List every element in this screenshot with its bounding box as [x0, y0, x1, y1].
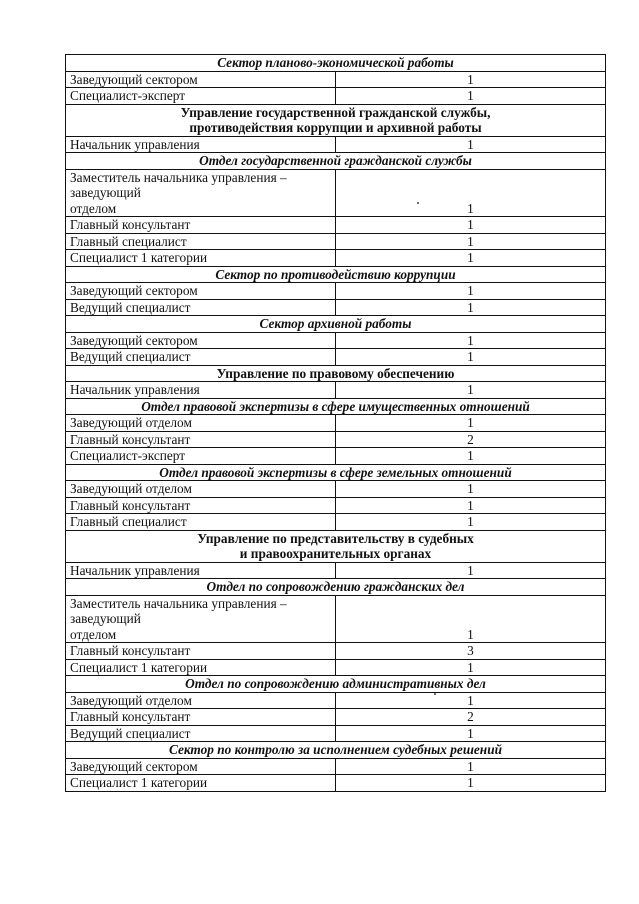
position-name-cell: Специалист-эксперт — [66, 448, 336, 465]
section-header-row — [66, 55, 606, 72]
table-row — [66, 692, 606, 709]
position-name-cell: Главный консультант — [66, 431, 336, 448]
position-name-cell: Начальник управления — [66, 136, 336, 153]
table-row — [66, 217, 606, 234]
table-row — [66, 497, 606, 514]
section-header-row — [66, 676, 606, 693]
scan-speck — [417, 202, 419, 204]
table-row — [66, 643, 606, 660]
table-row — [66, 283, 606, 300]
position-count-cell: 1 — [336, 659, 606, 676]
section-title: Сектор архивной работы — [66, 316, 606, 333]
section-title: Отдел правовой экспертизы в сфере земельных отношений — [66, 464, 606, 481]
position-count-cell: 1 — [336, 595, 606, 643]
table-row — [66, 431, 606, 448]
position-count-cell: 2 — [336, 431, 606, 448]
section-header-row — [66, 153, 606, 170]
section-title: Сектор по контролю за исполнением судебных решений — [66, 742, 606, 759]
position-name-cell: Главный специалист — [66, 514, 336, 531]
table-row — [66, 71, 606, 88]
position-name-cell: Главный специалист — [66, 233, 336, 250]
table-row — [66, 250, 606, 267]
position-count-cell: 1 — [336, 725, 606, 742]
position-name-cell: Специалист 1 категории — [66, 250, 336, 267]
position-name-cell: Заместитель начальника управления – заведующий отделом — [66, 169, 336, 217]
table-row — [66, 709, 606, 726]
position-count-cell: 1 — [336, 136, 606, 153]
department-title: Управление по правовому обеспечению — [66, 365, 606, 382]
table-row — [66, 659, 606, 676]
section-header-row — [66, 742, 606, 759]
section-title: Отдел государственной гражданской службы — [66, 153, 606, 170]
department-header-row — [66, 530, 606, 562]
section-title: Сектор планово-экономической работы — [66, 55, 606, 72]
position-count-cell: 1 — [336, 299, 606, 316]
position-name-cell: Начальник управления — [66, 382, 336, 399]
position-count-cell: 1 — [336, 233, 606, 250]
position-name-cell: Заведующий сектором — [66, 758, 336, 775]
position-count-cell: 1 — [336, 169, 606, 217]
table-row — [66, 169, 606, 217]
table-row — [66, 382, 606, 399]
position-name-cell: Начальник управления — [66, 562, 336, 579]
position-name-cell: Главный консультант — [66, 643, 336, 660]
position-count-cell: 1 — [336, 332, 606, 349]
section-header-row — [66, 398, 606, 415]
table-row — [66, 562, 606, 579]
table-row — [66, 725, 606, 742]
position-count-cell: 1 — [336, 497, 606, 514]
position-count-cell: 1 — [336, 562, 606, 579]
section-header-row — [66, 316, 606, 333]
section-title: Отдел правовой экспертизы в сфере имущественных отношений — [66, 398, 606, 415]
department-header-row — [66, 365, 606, 382]
department-title: Управление по представительству в судебных и правоохранительных органах — [66, 530, 606, 562]
table-row — [66, 758, 606, 775]
position-name-cell: Специалист 1 категории — [66, 659, 336, 676]
position-count-cell: 1 — [336, 349, 606, 366]
position-name-cell: Заведующий отделом — [66, 692, 336, 709]
position-name-cell: Специалист 1 категории — [66, 775, 336, 792]
table-row — [66, 136, 606, 153]
position-count-cell: 1 — [336, 217, 606, 234]
position-count-cell: 2 — [336, 709, 606, 726]
position-count-cell: 1 — [336, 382, 606, 399]
table-row — [66, 514, 606, 531]
position-name-cell: Заведующий сектором — [66, 71, 336, 88]
section-header-row — [66, 266, 606, 283]
position-name-cell: Заведующий сектором — [66, 332, 336, 349]
position-count-cell: 1 — [336, 692, 606, 709]
section-header-row — [66, 464, 606, 481]
staff-table-body — [66, 55, 606, 792]
position-count-cell: 1 — [336, 448, 606, 465]
table-row — [66, 775, 606, 792]
department-header-row — [66, 104, 606, 136]
staff-schedule-document — [65, 54, 606, 792]
table-row — [66, 481, 606, 498]
position-count-cell: 1 — [336, 481, 606, 498]
position-name-cell: Ведущий специалист — [66, 725, 336, 742]
position-count-cell: 1 — [336, 88, 606, 105]
position-name-cell: Заведующий отделом — [66, 481, 336, 498]
table-row — [66, 88, 606, 105]
table-row — [66, 349, 606, 366]
position-name-cell: Главный консультант — [66, 497, 336, 514]
table-row — [66, 595, 606, 643]
position-name-cell: Главный консультант — [66, 217, 336, 234]
section-header-row — [66, 579, 606, 596]
position-count-cell: 1 — [336, 250, 606, 267]
table-row — [66, 233, 606, 250]
position-name-cell: Заместитель начальника управления – заведующий отделом — [66, 595, 336, 643]
table-row — [66, 299, 606, 316]
section-title: Сектор по противодействию коррупции — [66, 266, 606, 283]
position-name-cell: Заведующий сектором — [66, 283, 336, 300]
table-row — [66, 415, 606, 432]
table-row — [66, 332, 606, 349]
table-row — [66, 448, 606, 465]
section-title: Отдел по сопровождению гражданских дел — [66, 579, 606, 596]
department-title: Управление государственной гражданской службы, противодействия коррупции и архивной работы — [66, 104, 606, 136]
staff-table — [65, 54, 606, 792]
position-count-cell: 3 — [336, 643, 606, 660]
position-count-cell: 1 — [336, 283, 606, 300]
position-count-cell: 1 — [336, 775, 606, 792]
position-count-cell: 1 — [336, 71, 606, 88]
position-name-cell: Главный консультант — [66, 709, 336, 726]
position-name-cell: Ведущий специалист — [66, 299, 336, 316]
position-count-cell: 1 — [336, 758, 606, 775]
position-count-cell: 1 — [336, 514, 606, 531]
position-name-cell: Заведующий отделом — [66, 415, 336, 432]
position-name-cell: Специалист-эксперт — [66, 88, 336, 105]
position-count-cell: 1 — [336, 415, 606, 432]
position-name-cell: Ведущий специалист — [66, 349, 336, 366]
section-title: Отдел по сопровождению административных дел — [66, 676, 606, 693]
scan-speck — [434, 693, 436, 695]
